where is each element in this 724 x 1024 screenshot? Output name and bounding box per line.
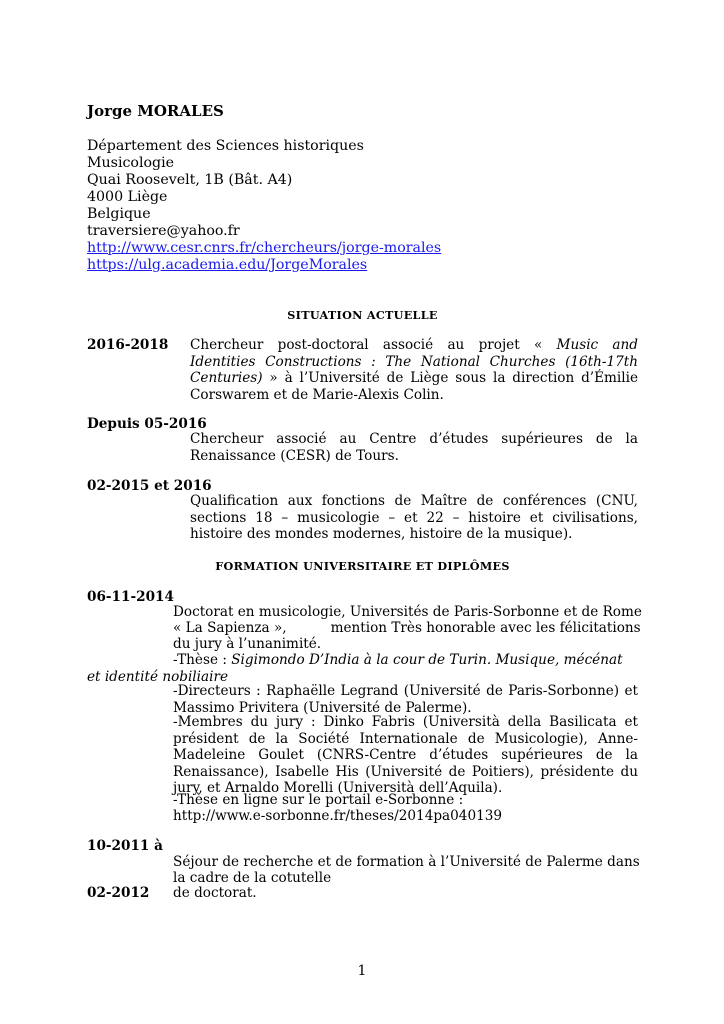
section-title-formation: FORMATION UNIVERSITAIRE ET DIPLÔMES <box>215 559 510 573</box>
entry-date-associe: Depuis 05-2016 <box>87 416 207 432</box>
author-name: Jorge MORALES <box>87 102 224 120</box>
doctorat-online-url: http://www.e-sorbonne.fr/theses/2014pa040139 <box>173 808 503 824</box>
page-number: 1 <box>357 963 367 979</box>
sejour-line-1: Séjour de recherche et de formation à l’Université de Palerme dans <box>173 854 640 870</box>
doctorat-online-label: -Thèse en ligne sur le portail e-Sorbonne : <box>173 792 464 808</box>
address-line-country: Belgique <box>87 206 151 222</box>
address-line-street: Quai Roosevelt, 1B (Bât. A4) <box>87 172 293 188</box>
entry-date-doctorat: 06-11-2014 <box>87 589 174 605</box>
address-line-department: Département des Sciences historiques <box>87 138 364 154</box>
section-title-situation: SITUATION ACTUELLE <box>287 308 438 322</box>
entry-date-sejour-end: 02-2012 <box>87 885 150 901</box>
doctorat-line-2: « La Sapienza », mention Très honorable avec les félicitations <box>173 620 641 636</box>
academia-profile-link[interactable]: https://ulg.academia.edu/JorgeMorales <box>87 257 368 273</box>
doctorat-line-3: du jury à l’unanimité. <box>173 636 322 652</box>
entry-text-postdoc: Chercheur post-doctoral associé au projet « Music and Identities Constructions : The National Churches (16th-17th Centuries) » à l’Université de Liège sous la direction d’Émilie Corswarem et de Marie-Alexis Colin. <box>190 337 638 403</box>
cesr-profile-link[interactable]: http://www.cesr.cnrs.fr/chercheurs/jorge-morales <box>87 240 442 256</box>
doctorat-jury: -Membres du jury : Dinko Fabris (Università della Basilicata et président de la Société Internationale de Musicologie), Anne-Madeleine Goulet (CNRS-Centre d’études supérieures de la Renaissance), Isabelle His (Université de Poitiers), présidente du jury, et Arnaldo Morelli (Università dell’Aquila). <box>173 714 638 797</box>
email-text: traversiere@yahoo.fr <box>87 223 240 239</box>
contact-block <box>87 138 441 274</box>
entry-text-qualification: Qualification aux fonctions de Maître de conférences (CNU, sections 18 – musicologie – et 22 – histoire et civilisations, histoire des mondes modernes, histoire de la musique). <box>190 493 638 543</box>
entry-date-postdoc: 2016-2018 <box>87 337 169 353</box>
entry-text-associe: Chercheur associé au Centre d’études supérieures de la Renaissance (CESR) de Tours. <box>190 431 638 464</box>
doctorat-line-1: Doctorat en musicologie, Universités de Paris-Sorbonne et de Rome <box>173 604 642 620</box>
sejour-line-2: la cadre de la cotutelle <box>173 870 332 886</box>
sejour-line-3: de doctorat. <box>173 885 257 901</box>
project-title: Music and Identities Constructions : The National Churches (16th-17th Centuries) <box>190 337 638 387</box>
entry-date-sejour-start: 10-2011 à <box>87 838 163 854</box>
doctorat-these: -Thèse : Sigimondo D’India à la cour de Turin. Musique, mécénat et identité nobiliaire <box>87 652 623 685</box>
address-line-city: 4000 Liège <box>87 189 168 205</box>
address-line-section: Musicologie <box>87 155 175 171</box>
doctorat-directeurs: -Directeurs : Raphaëlle Legrand (Université de Paris-Sorbonne) et Massimo Privitera (Université de Palerme). <box>173 683 638 716</box>
these-title: Sigimondo D’India à la cour de Turin. Musique, mécénat et identité nobiliaire <box>87 652 623 685</box>
entry-date-qualification: 02-2015 et 2016 <box>87 478 212 494</box>
